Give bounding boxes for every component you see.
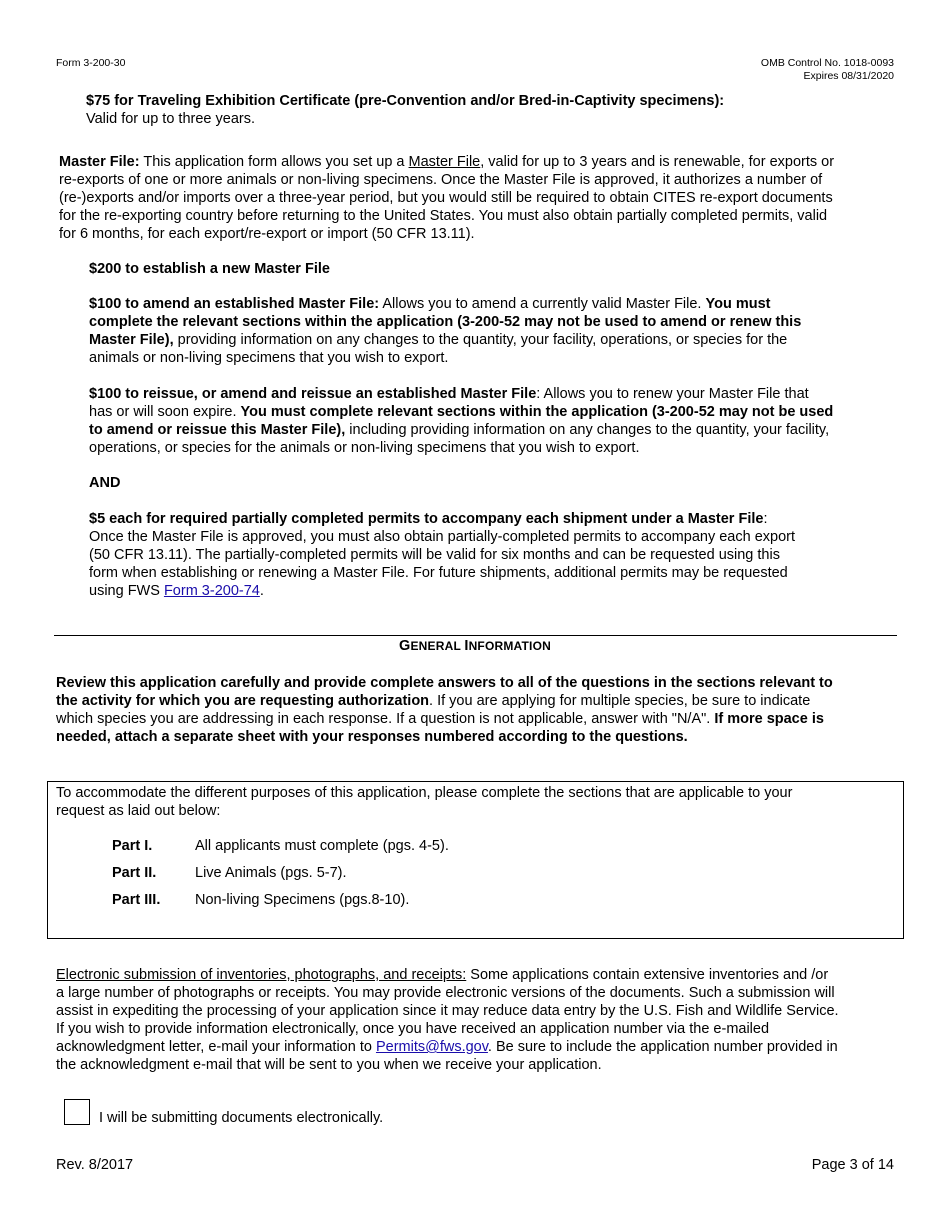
fee-partial-line-5: [89, 582, 795, 600]
fee-amend-line-4: animals or non-living specimens that you wish to export.: [89, 350, 449, 366]
title-rest-nformation: NFORMATION: [468, 639, 551, 653]
electronic-line-4: If you wish to provide information electronically, once you have received an application number via the e-mailed: [56, 1021, 770, 1037]
general-info-line-3: [56, 710, 833, 728]
part-description: Live Animals (pgs. 5-7).: [195, 865, 347, 881]
master-file-line-3: (re-)exports and/or imports over a three-year period, but you would still be required to obtain CITES re-export documents: [59, 190, 833, 206]
fee-reissue-text: : Allows you to renew your Master File that: [536, 386, 809, 402]
part-label: Part I.: [112, 838, 153, 854]
fee-partial-line-3: (50 CFR 13.11). The partially-completed permits will be valid for six months and can be requested using this: [89, 547, 780, 563]
title-cap-i: I: [464, 638, 469, 654]
electronic-submission-paragraph: [56, 966, 839, 1074]
general-info-line-1: Review this application carefully and provide complete answers to all of the questions in the sections relevant to: [56, 675, 833, 691]
part-row: [112, 864, 347, 882]
fee-reissue-text-2: has or will soon expire.: [89, 404, 241, 420]
general-info-text-2: . If you are applying for multiple species, be sure to indicate: [429, 693, 811, 709]
fee-partial-line-1: [89, 510, 795, 528]
master-file-line-4: for the re-exporting country before returning to the United States. You must also obtain partially completed permits, valid: [59, 208, 828, 224]
fee-reissue-line-1: [89, 385, 833, 403]
master-file-line-5: for 6 months, for each export/re-export or import (50 CFR 13.11).: [59, 226, 475, 242]
fee-partial-colon: :: [763, 511, 768, 527]
fee-partial-paragraph: [89, 510, 795, 600]
fee-amend-emphasis: You must: [705, 296, 771, 312]
sections-intro-line-2: request as laid out below:: [56, 803, 221, 819]
fee-amend-text-cont: providing information on any changes to the quantity, your facility, operations, or species for the: [173, 332, 788, 348]
fee-amend-line-1: [89, 295, 801, 313]
and-label: AND: [89, 475, 121, 491]
fee-amend-title: $100 to amend an established Master File:: [89, 296, 380, 312]
fee-reissue-emphasis: You must complete relevant sections within the application (3-200-52 may not be used: [240, 404, 834, 420]
fee-partial-title: $5 each for required partially completed permits to accompany each shipment under a Master File: [89, 511, 764, 527]
general-info-line-4: needed, attach a separate sheet with your responses numbered according to the questions.: [56, 729, 688, 745]
fee-reissue-line-2: [89, 403, 833, 421]
traveling-exhibition-text: Valid for up to three years.: [86, 111, 255, 127]
title-rest-eneral: ENERAL: [410, 639, 465, 653]
form-3-200-74-link[interactable]: Form 3-200-74: [163, 583, 260, 599]
fee-reissue-line-3: [89, 421, 833, 439]
general-info-bold-3: If more space is: [714, 711, 824, 727]
title-cap-g: G: [398, 638, 411, 654]
master-file-line-2: re-exports of one or more animals or non-living specimens. Once the Master File is approved, it authorizes a number of: [59, 172, 823, 188]
general-information-title: [0, 638, 950, 654]
general-info-bold-2: the activity for which you are requesting authorization: [56, 693, 430, 709]
part-description: All applicants must complete (pgs. 4-5).: [195, 838, 449, 854]
sections-box-intro: [56, 784, 792, 820]
fee-reissue-line-4: operations, or species for the animals or non-living specimens that you wish to export.: [89, 440, 640, 456]
part-label: Part III.: [112, 892, 161, 908]
fee-amend-text: Allows you to amend a currently valid Master File.: [379, 296, 706, 312]
fee-reissue-title: $100 to reissue, or amend and reissue an established Master File: [89, 386, 537, 402]
omb-control-number: OMB Control No. 1018-0093: [760, 57, 894, 69]
electronic-submission-checkbox[interactable]: [64, 1099, 90, 1125]
form-number: Form 3-200-30: [56, 57, 126, 69]
fee-establish-title: $200 to establish a new Master File: [89, 261, 330, 277]
general-information-paragraph: [56, 674, 833, 746]
part-row: [112, 837, 449, 855]
fee-amend-line-3: [89, 331, 801, 349]
part-label: Part II.: [112, 865, 157, 881]
sections-intro-line-1: To accommodate the different purposes of this application, please complete the sections that are applicable to your: [56, 785, 793, 801]
master-file-line-1: [59, 153, 834, 171]
fee-reissue-emphasis-end: to amend or reissue this Master File),: [89, 422, 346, 438]
electronic-text-5-end: . Be sure to include the application number provided in: [487, 1039, 838, 1055]
master-file-label: Master File:: [59, 154, 140, 170]
electronic-line-2: a large number of photographs or receipts. You may provide electronic versions of the documents. Such a submission will: [56, 985, 835, 1001]
fee-partial-line-2: Once the Master File is approved, you must also obtain partially-completed permits to accompany each export: [89, 529, 796, 545]
electronic-submission-checkbox-label: I will be submitting documents electronically.: [99, 1110, 384, 1126]
revision-date: Rev. 8/2017: [56, 1157, 134, 1173]
expiration-date: Expires 08/31/2020: [803, 70, 894, 82]
fee-reissue-text-3: including providing information on any changes to the quantity, your facility,: [345, 422, 830, 438]
fee-amend-emphasis-end: Master File),: [89, 332, 174, 348]
fee-partial-line-4: form when establishing or renewing a Master File. For future shipments, additional permits may be requested: [89, 565, 788, 581]
permits-email-link[interactable]: Permits@fws.gov: [375, 1039, 488, 1055]
electronic-line-3: assist in expediting the processing of your application since it may reduce data entry by the U.S. Fish and Wildlife Service.: [56, 1003, 839, 1019]
master-file-underlined: Master File: [408, 154, 481, 170]
electronic-text-1: Some applications contain extensive inventories and /or: [466, 967, 829, 983]
master-file-text: This application form allows you set up a: [139, 154, 409, 170]
fee-amend-paragraph: [89, 295, 801, 367]
page-number: Page 3 of 14: [811, 1157, 894, 1173]
fee-amend-line-2: complete the relevant sections within the application (3-200-52 may not be used to amend or renew this: [89, 314, 802, 330]
electronic-text-5: acknowledgment letter, e-mail your information to: [56, 1039, 376, 1055]
traveling-exhibition-title: $75 for Traveling Exhibition Certificate (pre-Convention and/or Bred-in-Captivity specimens):: [86, 93, 725, 109]
section-divider: [54, 635, 897, 636]
electronic-line-1: [56, 966, 839, 984]
fee-partial-text-5: using FWS: [89, 583, 164, 599]
electronic-heading: Electronic submission of inventories, photographs, and receipts:: [56, 967, 467, 983]
part-row: [112, 891, 409, 909]
electronic-line-6: the acknowledgment e-mail that will be sent to you when we receive your application.: [56, 1057, 602, 1073]
general-info-line-2: [56, 692, 833, 710]
fee-reissue-paragraph: [89, 385, 833, 457]
fee-partial-period: .: [259, 583, 264, 599]
electronic-line-5: [56, 1038, 839, 1056]
general-info-text-3: which species you are addressing in each response. If a question is not applicable, answer with "N/A".: [56, 711, 715, 727]
part-description: Non-living Specimens (pgs.8-10).: [195, 892, 410, 908]
master-file-text-rest: , valid for up to 3 years and is renewable, for exports or: [480, 154, 835, 170]
master-file-paragraph: [59, 153, 834, 243]
